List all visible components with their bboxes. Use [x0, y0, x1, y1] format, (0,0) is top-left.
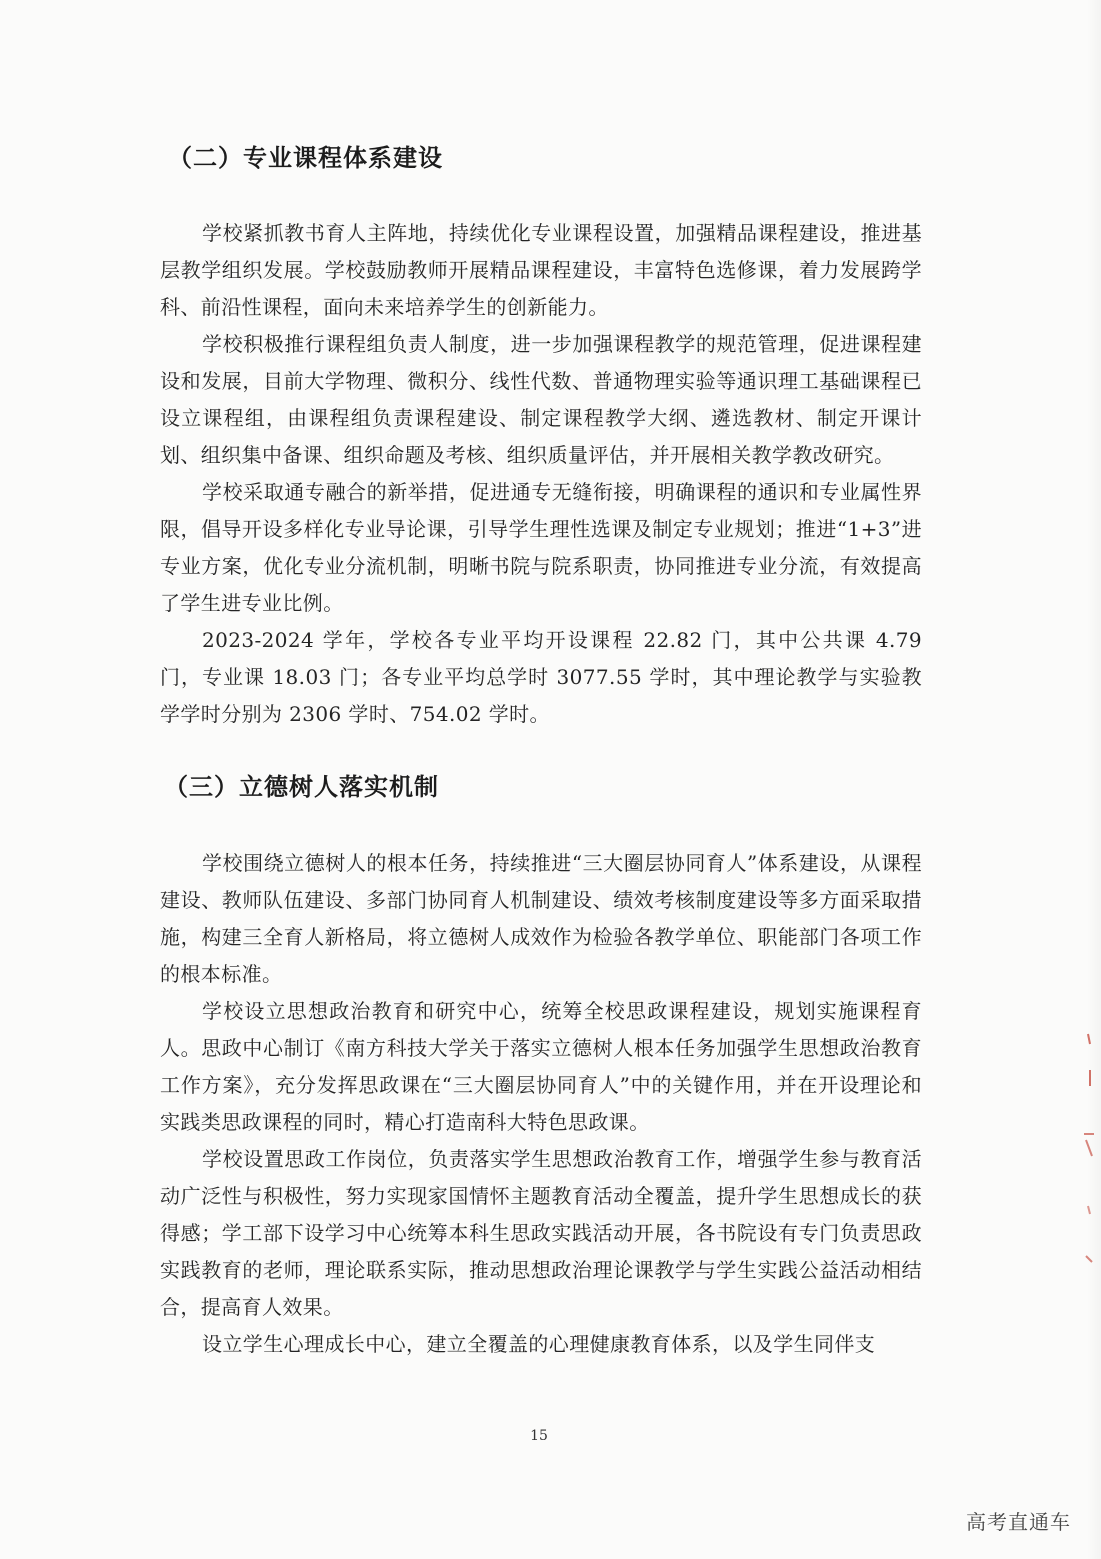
paragraph: 设立学生心理成长中心，建立全覆盖的心理健康教育体系，以及学生同伴支 — [202, 1332, 876, 1356]
paragraph: 学校围绕立德树人的根本任务，持续推进“三大圈层协同育人”体系建设，从课程建设、教师队伍建设、多部门协同育人机制建设、绩效考核制度建设等多方面采取措施，构建三全育人新格局，将立德树人成效作为检验各教学单位、职能部门各项工作的根本标准。 — [160, 851, 922, 986]
section-heading-curriculum: （二）专业课程体系建设 — [168, 144, 443, 172]
section-heading-moral-education: （三）立德树人落实机制 — [164, 773, 439, 801]
paragraph: 学校采取通专融合的新举措，促进通专无缝衔接，明确课程的通识和专业属性界限，倡导开设多样化专业导论课，引导学生理性选课及制定专业规划；推进“1+3”进专业方案，优化专业分流机制，明晰书院与院系职责，协同推进专业分流，有效提高了学生进专业比例。 — [160, 480, 922, 615]
paragraph: 学校设立思想政治教育和研究中心，统筹全校思政课程建设，规划实施课程育人。思政中心制订《南方科技大学关于落实立德树人根本任务加强学生思想政治教育工作方案》，充分发挥思政课在“三大圈层协同育人”中的关键作用，并在开设理论和实践类思政课程的同时，精心打造南科大特色思政课。 — [160, 999, 922, 1134]
section-body-curriculum — [160, 215, 922, 733]
red-edge-marks — [1068, 1030, 1098, 1280]
paragraph: 2023-2024 学年，学校各专业平均开设课程 22.82 门，其中公共课 4.79 门，专业课 18.03 门；各专业平均总学时 3077.55 学时，其中理论教学与实验教学学时分别为 2306 学时、754.02 学时。 — [160, 628, 922, 726]
watermark-text: 高考直通车 — [966, 1510, 1071, 1534]
section-body-moral-education — [160, 845, 922, 1363]
page-number: 15 — [530, 1428, 548, 1444]
page-binding-edge — [1087, 0, 1101, 1559]
paragraph: 学校积极推行课程组负责人制度，进一步加强课程教学的规范管理，促进课程建设和发展，目前大学物理、微积分、线性代数、普通物理实验等通识理工基础课程已设立课程组，由课程组负责课程建设、制定课程教学大纲、遴选教材、制定开课计划、组织集中备课、组织命题及考核、组织质量评估，并开展相关教学教改研究。 — [160, 332, 922, 467]
document-body — [160, 138, 922, 1363]
paragraph: 学校设置思政工作岗位，负责落实学生思想政治教育工作，增强学生参与教育活动广泛性与积极性，努力实现家国情怀主题教育活动全覆盖，提升学生思想成长的获得感；学工部下设学习中心统筹本科生思政实践活动开展，各书院设有专门负责思政实践教育的老师，理论联系实际，推动思想政治理论课教学与学生实践公益活动相结合，提高育人效果。 — [160, 1147, 922, 1319]
paragraph: 学校紧抓教书育人主阵地，持续优化专业课程设置，加强精品课程建设，推进基层教学组织发展。学校鼓励教师开展精品课程建设，丰富特色选修课，着力发展跨学科、前沿性课程，面向未来培养学生的创新能力。 — [160, 221, 922, 319]
